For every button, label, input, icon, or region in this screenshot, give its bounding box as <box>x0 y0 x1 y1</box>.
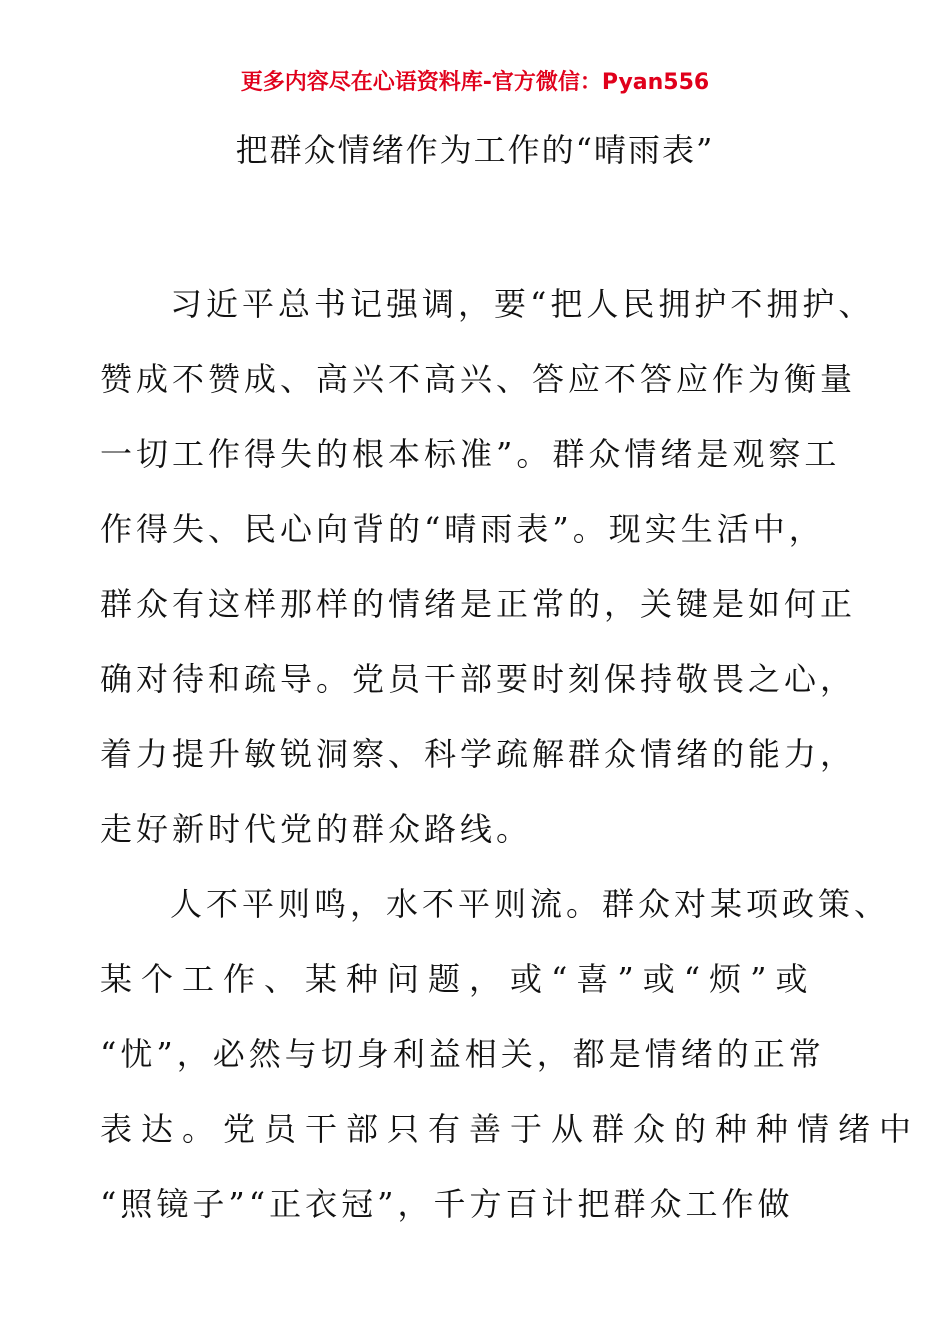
paragraph-line: 一切工作得失的根本标准”。群众情绪是观察工 <box>100 435 841 473</box>
paragraph-line: 习近平总书记强调，要“把人民拥护不拥护、 <box>170 285 875 323</box>
paragraph-line: 某个工作、某种问题，或“喜”或“烦”或 <box>100 960 817 998</box>
paragraph-line: “照镜子”“正衣冠”，千方百计把群众工作做 <box>100 1185 794 1223</box>
watermark-header-note: 更多内容尽在心语资料库-官方微信：Pyan556 <box>240 70 710 95</box>
paragraph-line: 确对待和疏导。党员干部要时刻保持敬畏之心， <box>100 660 857 698</box>
document-title: 把群众情绪作为工作的“晴雨表” <box>235 131 715 169</box>
paragraph-line: 赞成不赞成、高兴不高兴、答应不答应作为衡量 <box>100 360 857 398</box>
paragraph-line: 作得失、民心向背的“晴雨表”。现实生活中， <box>100 510 825 548</box>
paragraph-line: 走好新时代党的群众路线。 <box>100 810 533 848</box>
paragraph-line: 表达。党员干部只有善于从群众的种种情绪中 <box>100 1110 921 1148</box>
document-body <box>100 282 921 1257</box>
paragraph-line: 群众有这样那样的情绪是正常的，关键是如何正 <box>100 585 857 623</box>
paragraph-line: 人不平则鸣，水不平则流。群众对某项政策、 <box>170 885 891 923</box>
paragraph-line: “忧”，必然与切身利益相关，都是情绪的正常 <box>100 1035 825 1073</box>
paragraph-line: 着力提升敏锐洞察、科学疏解群众情绪的能力， <box>100 735 857 773</box>
